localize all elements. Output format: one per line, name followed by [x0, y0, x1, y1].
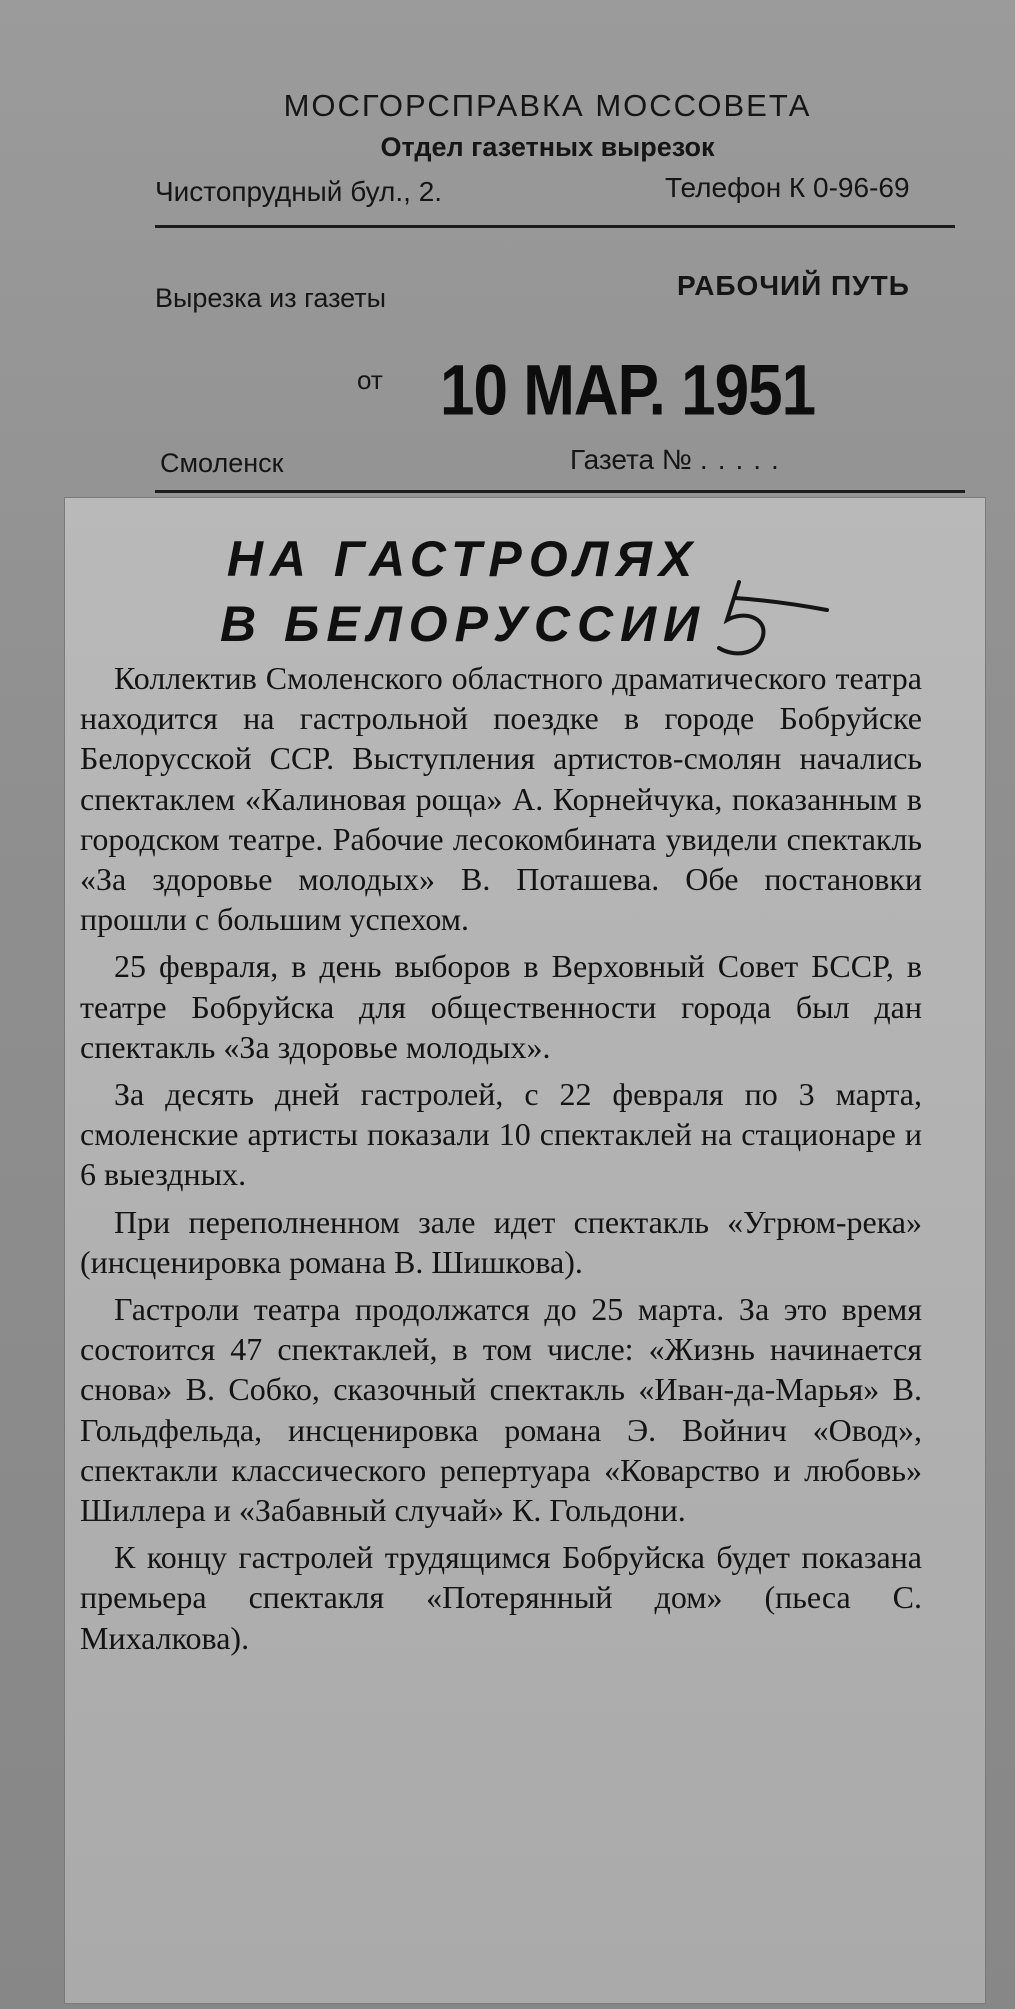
phone-number: Телефон К 0-96-69: [665, 172, 910, 203]
newspaper-clipping: [65, 498, 985, 2003]
handwritten-number-5: [705, 574, 835, 664]
date-prefix: от: [357, 365, 383, 395]
paragraph: 25 февраля, в день выборов в Верховный Совет БССР, в театре Бобруйска для общественности города был дан спектакль «За здоровье молодых».: [80, 948, 922, 1065]
address: Чистопрудный бул., 2.: [155, 176, 443, 207]
department-name: Отдел газетных вырезок: [380, 132, 715, 162]
article-title-line-2: В БЕЛОРУССИИ: [219, 596, 707, 652]
date-stamp: 10 МАР. 1951: [440, 351, 816, 431]
paragraph: К концу гастролей трудящимся Бобруйска будет показана премьера спектакля «Потерянный дом» (пьеса С. Михалкова).: [80, 1539, 922, 1656]
paragraph: При переполненном зале идет спектакль «Угрюм-река» (инсценировка романа В. Шишкова).: [80, 1203, 922, 1280]
issue-label: Газета №: [570, 444, 692, 475]
header-divider: [155, 225, 955, 228]
paragraph: Гастроли театра продолжатся до 25 марта. За это время состоится 47 спектаклей, в том числе: «Жизнь начинается снова» В. Собко, сказочный спектакль «Иван-да-Марья» В. Гольдфельда, инсценировка романа Э. Войнич «Овод», спектакли классического репертуара «Коварство и любовь» Шиллера и «Забавный случай» К. Гольдони.: [80, 1291, 922, 1529]
article-body: [80, 658, 922, 1665]
clip-from-label: Вырезка из газеты: [155, 283, 387, 313]
paragraph: За десять дней гастролей, с 22 февраля по 3 марта, смоленские артисты показали 10 спектаклей на стационаре и 6 выездных.: [80, 1076, 922, 1193]
form-divider: [155, 490, 965, 493]
issue-number-field: [570, 444, 789, 476]
organization-name: МОСГОРСПРАВКА МОССОВЕТА: [283, 88, 812, 123]
paragraph: Коллектив Смоленского областного драматического театра находится на гастрольной поездке в городе Бобруйске Белорусской ССР. Выступления артистов-смолян начались спектаклем «Калиновая роща» А. Корнейчука, показанным в городском театре. Рабочие лесокомбината увидели спектакль «За здоровье молодых» В. Поташева. Обе постановки прошли с большим успехом.: [80, 660, 922, 938]
newspaper-name: РАБОЧИЙ ПУТЬ: [677, 270, 910, 301]
article-title-line-1: НА ГАСТРОЛЯХ: [226, 531, 700, 587]
issue-dots: .....: [699, 444, 789, 475]
city: Смоленск: [160, 448, 284, 478]
